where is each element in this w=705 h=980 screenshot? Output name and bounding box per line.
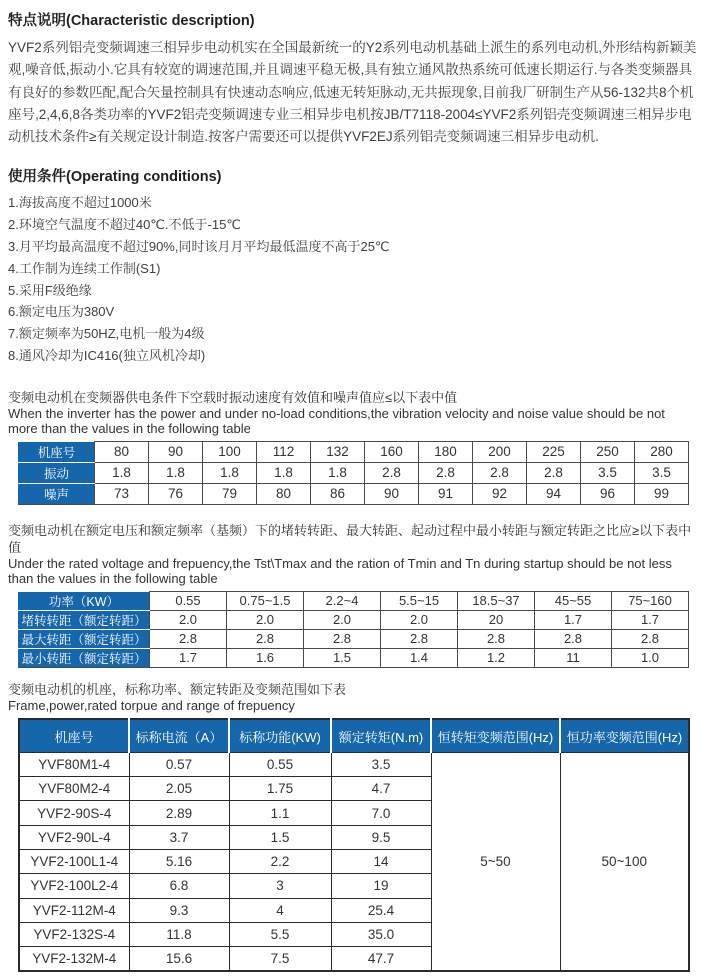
table-cell: 3.5 (635, 462, 689, 483)
table-cell: 2.8 (150, 629, 227, 648)
row-header-cell: 最大转距（额定转距） (19, 629, 150, 648)
table-cell: 86 (311, 483, 365, 504)
table-cell: 1.8 (311, 462, 365, 483)
table-cell: 2.2 (229, 850, 331, 874)
table-cell: 1.8 (203, 462, 257, 483)
table-cell: 0.55 (229, 752, 331, 776)
row-header-cell: 振动 (19, 462, 95, 483)
table-cell: 2.05 (129, 777, 229, 801)
operating-condition-item: 7.额定频率为50HZ,电机一般为4级 (8, 326, 205, 342)
table-cell: 200 (473, 441, 527, 462)
table-cell: 91 (419, 483, 473, 504)
table-cell: 99 (635, 483, 689, 504)
table-cell: 5.16 (129, 850, 229, 874)
operating-conditions-list (8, 192, 697, 366)
frame-model-cell: YVF2-90S-4 (19, 801, 129, 825)
table-cell: 160 (365, 441, 419, 462)
table-cell: 225 (527, 441, 581, 462)
table-cell: 2.8 (381, 629, 458, 648)
merged-cell-constant-torque: 5~50 (431, 752, 560, 971)
table-row (19, 648, 689, 667)
table-cell: 15.6 (129, 947, 229, 971)
table-row (19, 752, 689, 776)
table-cell: 5.5~15 (381, 591, 458, 610)
table-cell: 14 (331, 850, 431, 874)
table-cell: 1.8 (95, 462, 149, 483)
table-cell: 1.8 (149, 462, 203, 483)
table-row (19, 483, 689, 504)
table-cell: 45~55 (535, 591, 612, 610)
table-cell: 1.1 (229, 801, 331, 825)
table-cell: 0.55 (150, 591, 227, 610)
table-cell: 2.8 (419, 462, 473, 483)
table-cell: 112 (257, 441, 311, 462)
row-header-cell: 功率（KW） (19, 591, 150, 610)
table-cell: 1.7 (612, 610, 689, 629)
frame-power-section (8, 681, 697, 972)
table-cell: 1.75 (229, 777, 331, 801)
table-cell: 18.5~37 (458, 591, 535, 610)
table-cell: 92 (473, 483, 527, 504)
table-cell: 20 (458, 610, 535, 629)
frame-model-cell: YVF2-90L-4 (19, 825, 129, 849)
characteristics-paragraph: YVF2系列铝壳变频调速三相异步电动机实在全国最新统一的Y2系列电动机基础上派生的系列电动机,外形结构新颖美观,噪音低,振动小.它具有较宽的调速范围,并且调速平稳无极,具有独立通风散热系统可低速长期运行.与各类变频器具有良好的参数匹配,配合矢量控制具有快速动态响应,低速无转矩脉动,无共振现象,目前我厂研制生产从56-132共8个机座号,2,4,6,8各类功率的YVF2铝壳变频调速专业三相异步电机按JB/T7118-2004≤YVF2系列铝壳变频调速三相异步电动机技术条件≥有关规定设计制造.按客户需要还可以提供YVF2EJ系列铝壳变频调速三相异步电动机. (8, 40, 697, 145)
table-cell: 3.5 (331, 752, 431, 776)
table-cell: 0.75~1.5 (227, 591, 304, 610)
operating-condition-item: 5.采用F级绝缘 (8, 282, 92, 298)
table-cell: 35.0 (331, 922, 431, 946)
column-header: 额定转矩(N.m) (331, 719, 431, 752)
table-cell: 1.0 (612, 648, 689, 667)
table-cell: 7.0 (331, 801, 431, 825)
vibration-noise-table (18, 441, 689, 505)
column-header: 机座号 (19, 719, 129, 752)
table-cell: 2.0 (227, 610, 304, 629)
table-cell: 25.4 (331, 898, 431, 922)
frame-model-cell: YVF2-132M-4 (19, 947, 129, 971)
table-cell: 1.5 (304, 648, 381, 667)
row-header-cell: 最小转距（额定转距） (19, 648, 150, 667)
vibration-intro-en: When the inverter has the power and under no-load conditions,the vibration velocity and noise value should be not more than the values in the following table (8, 405, 665, 437)
frame-model-cell: YVF2-112M-4 (19, 898, 129, 922)
table-cell: 2.0 (381, 610, 458, 629)
table-cell: 2.8 (458, 629, 535, 648)
table-cell: 7.5 (229, 947, 331, 971)
table-cell: 1.4 (381, 648, 458, 667)
table-cell: 2.8 (227, 629, 304, 648)
table-cell: 80 (257, 483, 311, 504)
table-cell: 4.7 (331, 777, 431, 801)
frame-intro-zh: 变频电动机的机座，标称功率、额定转距及变频范围如下表 (8, 681, 347, 697)
table-cell: 280 (635, 441, 689, 462)
operating-condition-item: 6.额定电压为380V (8, 304, 115, 320)
frame-model-cell: YVF2-100L1-4 (19, 850, 129, 874)
table-cell: 4 (229, 898, 331, 922)
table-cell: 6.8 (129, 874, 229, 898)
table-cell: 47.7 (331, 947, 431, 971)
table-cell: 250 (581, 441, 635, 462)
table-cell: 180 (419, 441, 473, 462)
vibration-intro-zh: 变频电动机在变频器供电条件下空载时振动速度有效值和噪声值应≤以下表中值 (8, 389, 458, 405)
frame-model-cell: YVF2-100L2-4 (19, 874, 129, 898)
frame-model-cell: YVF80M2-4 (19, 777, 129, 801)
table-cell: 90 (365, 483, 419, 504)
table-cell: 73 (95, 483, 149, 504)
operating-condition-item: 1.海拔高度不超过1000米 (8, 195, 152, 211)
vibration-noise-section (8, 389, 697, 505)
table-cell: 1.7 (535, 610, 612, 629)
table-cell: 2.0 (150, 610, 227, 629)
frame-power-table (18, 718, 690, 972)
table-cell: 2.8 (365, 462, 419, 483)
table-cell: 75~160 (612, 591, 689, 610)
torque-ratio-section (8, 522, 697, 668)
column-header: 标称功能(KW) (229, 719, 331, 752)
table-cell: 1.5 (229, 825, 331, 849)
frame-model-cell: YVF80M1-4 (19, 752, 129, 776)
operating-condition-item: 3.月平均最高温度不超过90%,同时该月月平均最低温度不高于25℃ (8, 239, 390, 255)
merged-cell-constant-power: 50~100 (560, 752, 689, 971)
table-header-row (19, 719, 689, 752)
table-cell: 94 (527, 483, 581, 504)
table-cell: 0.57 (129, 752, 229, 776)
table-row (19, 629, 689, 648)
operating-condition-item: 8.通风冷却为IC416(独立风机冷却) (8, 348, 206, 364)
section-heading-operating: 使用条件(Operating conditions) (8, 169, 222, 186)
table-cell: 2.8 (612, 629, 689, 648)
table-cell: 76 (149, 483, 203, 504)
section-heading-characteristics: 特点说明(Characteristic description) (8, 13, 255, 29)
table-row (19, 591, 689, 610)
table-cell: 1.6 (227, 648, 304, 667)
torque-intro-en: Under the rated voltage and frepuency,the Tst\Tmax and the ration of Tmin and Tn during startup should be not less than the values in the following table (8, 555, 672, 587)
table-row (19, 610, 689, 629)
table-cell: 3 (229, 874, 331, 898)
column-header: 恒转矩变频范围(Hz) (431, 719, 560, 752)
column-header: 恒功率变频范围(Hz) (560, 719, 689, 752)
torque-ratio-table (18, 591, 689, 668)
table-cell: 19 (331, 874, 431, 898)
torque-intro-zh: 变频电动机在额定电压和额定频率（基频）下的堵转转距、最大转距、起动过程中最小转距与额定转距之比应≥以下表中值 (8, 522, 692, 555)
column-header: 标称电流（A） (129, 719, 229, 752)
table-row (19, 441, 689, 462)
table-cell: 2.8 (304, 629, 381, 648)
frame-model-cell: YVF2-132S-4 (19, 922, 129, 946)
row-header-cell: 噪声 (19, 483, 95, 504)
operating-condition-item: 4.工作制为连续工作制(S1) (8, 260, 161, 276)
table-row (19, 462, 689, 483)
table-cell: 9.3 (129, 898, 229, 922)
table-cell: 11.8 (129, 922, 229, 946)
table-cell: 1.8 (257, 462, 311, 483)
table-cell: 132 (311, 441, 365, 462)
table-cell: 96 (581, 483, 635, 504)
table-cell: 79 (203, 483, 257, 504)
row-header-cell: 机座号 (19, 441, 95, 462)
table-cell: 5.5 (229, 922, 331, 946)
table-cell: 11 (535, 648, 612, 667)
table-cell: 2.0 (304, 610, 381, 629)
table-cell: 2.8 (473, 462, 527, 483)
table-cell: 2.8 (527, 462, 581, 483)
frame-intro-en: Frame,power,rated torpue and range of frepuency (8, 697, 295, 713)
table-cell: 80 (95, 441, 149, 462)
table-cell: 90 (149, 441, 203, 462)
table-cell: 2.89 (129, 801, 229, 825)
table-cell: 2.2~4 (304, 591, 381, 610)
table-cell: 9.5 (331, 825, 431, 849)
table-cell: 2.8 (535, 629, 612, 648)
table-cell: 1.2 (458, 648, 535, 667)
table-cell: 3.5 (581, 462, 635, 483)
table-cell: 1.7 (150, 648, 227, 667)
operating-condition-item: 2.环境空气温度不超过40℃.不低于-15℃ (8, 217, 241, 233)
table-cell: 100 (203, 441, 257, 462)
table-cell: 3.7 (129, 825, 229, 849)
row-header-cell: 堵转转距（额定转距） (19, 610, 150, 629)
